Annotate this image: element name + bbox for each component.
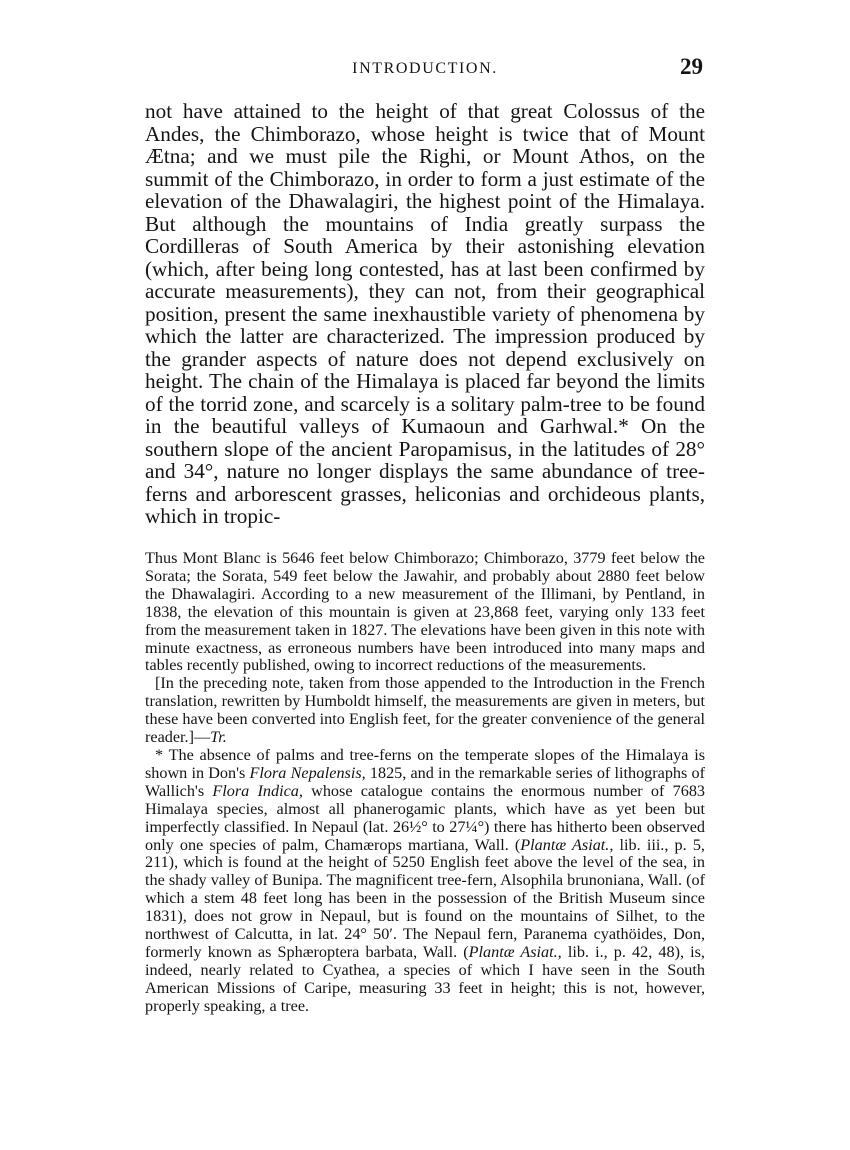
translator-mark: Tr. <box>210 728 227 747</box>
title-plantae-asiat-2: Plantæ Asiat., <box>468 942 562 961</box>
title-plantae-asiat-1: Plantæ Asiat., <box>520 835 614 854</box>
footnote-elevations: Thus Mont Blanc is 5646 feet below Chimborazo; Chimborazo, 3779 feet below the Sorata; the Sorata, 549 feet below the Jawahir, and probably about 2880 feet below the Dhawalagiri. According to a new measurement of the Illimani, by Pentland, in 1838, the elevation of this mountain is given at 23,868 feet, varying only 133 feet from the measurement taken in 1827. The elevations have been given in this note with minute exactness, as erroneous numbers have been introduced into many maps and tables recently published, owing to incorrect reductions of the measurements. <box>145 549 705 675</box>
main-paragraph: not have attained to the height of that great Colossus of the Andes, the Chimborazo, whose height is twice that of Mount Ætna; and we must pile the Righi, or Mount Athos, on the summit of the Chimborazo, in order to form a just estimate of the elevation of the Dhawalagiri, the highest point of the Himalaya. But although the mountains of India greatly surpass the Cordilleras of South America by their astonishing elevation (which, after being long contested, has at last been confirmed by accurate measurements), they can not, from their geographical position, present the same inexhaustible variety of phenomena by which the latter are characterized. The impression produced by the grander aspects of nature does not depend exclusively on height. The chain of the Himalaya is placed far beyond the limits of the torrid zone, and scarcely is a solitary palm-tree to be found in the beautiful valleys of Kumaoun and Garhwal.* On the southern slope of the ancient Paropamisus, in the latitudes of 28° and 34°, nature no longer displays the same abundance of tree-ferns and arborescent grasses, heliconias and orchideous plants, which in tropic- <box>145 99 705 528</box>
translator-note <box>145 675 705 747</box>
footnote-star-part2: 1825, and in the remarkable series of lithographs of Wallich's <box>145 763 705 800</box>
footnote-star-part5: lib. i., p. 42, 48), is, indeed, nearly related to Cyathea, a species of which I have seen in the South American Missions of Caripe, measuring 33 feet in height; this is not, however, properly speaking, a tree. <box>145 942 705 1015</box>
footnote-star <box>145 747 705 1016</box>
footnotes <box>145 550 705 1016</box>
running-head: INTRODUCTION. <box>352 60 498 77</box>
page-number: 29 <box>680 54 703 79</box>
title-flora-nepalensis: Flora Nepalensis, <box>249 763 366 782</box>
footnote-star-part3: whose catalogue contains the enormous number of 7683 Himalaya species, almost all phanerogamic plants, which have as yet been but imperfectly classified. In Nepaul (lat. 26½° to 27¼°) there has hitherto been observed only one species of palm, Chamærops martiana, Wall. ( <box>145 781 706 854</box>
main-text <box>145 100 705 528</box>
footnote-star-part1: * The absence of palms and tree-ferns on the temperate slopes of the Himalaya is shown in Don's <box>145 745 705 782</box>
footnote-star-part4: lib. iii., p. 5, 211), which is found at the height of 5250 English feet above the level of the sea, in the shady valley of Bunipa. The magnificent tree-fern, Alsophila brunoniana, Wall. (of which a stem 48 feet long has been in the possession of the British Museum since 1831), does not grow in Nepaul, but is found on the mountains of Silhet, to the northwest of Calcutta, in lat. 24° 50′. The Nepaul fern, Paranema cyathöides, Don, formerly known as Sphæroptera barbata, Wall. ( <box>145 835 705 961</box>
title-flora-indica: Flora Indica, <box>212 781 303 800</box>
translator-note-text: [In the preceding note, taken from those appended to the Introduction in the French translation, rewritten by Humboldt himself, the measurements are given in meters, but these have been converted into English feet, for the greater convenience of the general reader.]— <box>145 674 705 747</box>
page-header <box>145 54 705 84</box>
